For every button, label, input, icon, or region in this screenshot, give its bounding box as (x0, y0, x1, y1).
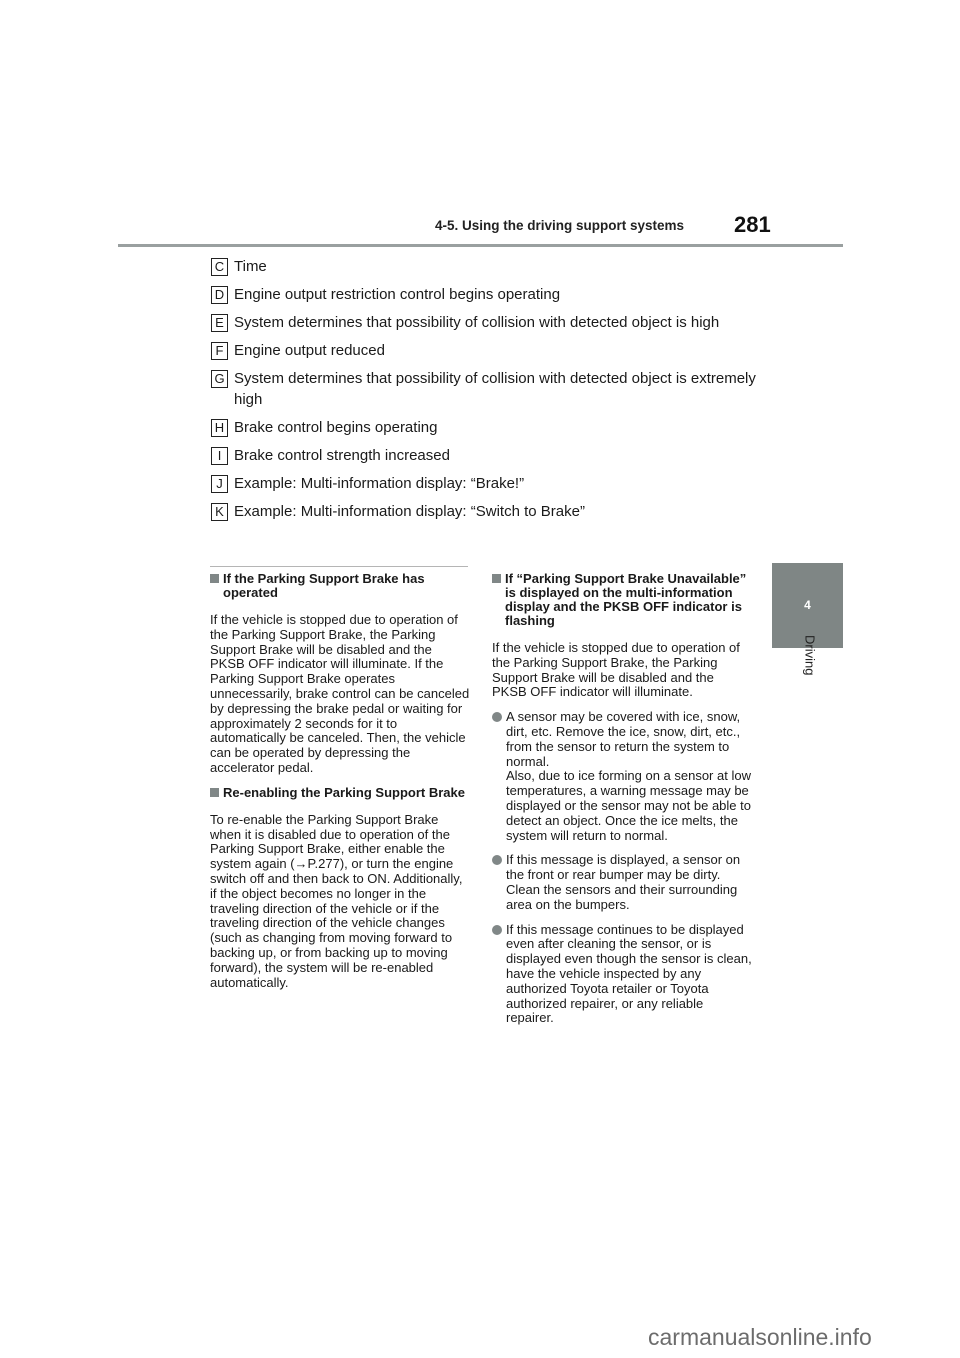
site-watermark[interactable]: carmanualsonline.info (648, 1324, 872, 1350)
legend-text: System determines that possibility of collision with detected object is high (234, 314, 720, 331)
legend-text: Engine output restriction control begins operating (234, 286, 561, 303)
bullet-text: If this message continues to be displayed even after cleaning the sensor, or is displayed even though the sensor is clean, have the vehicle inspected by any authorized Toyota retailer or Toyota authorized repairer, or any reliable repairer. (506, 921, 752, 1026)
paragraph: If the vehicle is stopped due to operation of the Parking Support Brake, the Parking Support Brake will be disabled and the PKSB OFF indicator will illuminate. (492, 640, 740, 700)
circle-bullet-icon (492, 855, 502, 865)
legend-item (211, 368, 771, 410)
column-divider (210, 566, 468, 567)
paragraph: To re-enable the Parking Support Brake when it is disabled due to operation of the Parking Support Brake, either enable the system again (→P.277), or turn the engine switch off and then back to ON. Additionally, if the object becomes no longer in the traveling direction of the vehicle or if the traveling direction of the vehicle changes (such as changing from moving forward to backing up, or from backing up to moving forward), the system will be re-enabled automatically. (210, 811, 463, 990)
legend-text: System determines that possibility of collision with detected object is extremely high (234, 370, 756, 408)
bullet-text: A sensor may be covered with ice, snow, dirt, etc. Remove the ice, snow, dirt, etc., from the sensor to return the system to normal. (506, 709, 741, 769)
bullet-extra-text: Also, due to ice forming on a sensor at low temperatures, a warning message may be displayed or the sensor may not be able to detect an object. Once the ice melts, the system will return to normal. (506, 768, 751, 843)
page-number: 281 (734, 212, 771, 237)
legend-text: Brake control begins operating (234, 419, 438, 436)
legend-letter-i: I (211, 447, 228, 465)
circle-bullet-icon (492, 712, 502, 722)
legend-letter-c: C (211, 258, 228, 276)
legend-text: Example: Multi-information display: “Switch to Brake” (234, 503, 585, 520)
legend-item (211, 312, 771, 333)
chapter-tab[interactable]: 4 (772, 563, 843, 648)
right-column (492, 572, 752, 1036)
legend-text: Time (234, 258, 267, 275)
bullet-item (492, 853, 752, 912)
square-bullet-icon (210, 788, 219, 797)
square-bullet-icon (210, 574, 219, 583)
legend-letter-h: H (211, 419, 228, 437)
legend-item (211, 340, 771, 361)
legend-letter-j: J (211, 475, 228, 493)
legend-item (211, 473, 771, 494)
figure-legend (211, 256, 771, 529)
subheading-text: If the Parking Support Brake has operated (223, 571, 425, 600)
legend-item (211, 445, 771, 466)
legend-text: Engine output reduced (234, 342, 385, 359)
subheading-text: If “Parking Support Brake Unavailable” is displayed on the multi-information display and the PKSB OFF indicator is flashing (505, 571, 747, 628)
bullet-item (492, 710, 752, 843)
legend-letter-f: F (211, 342, 228, 360)
bullet-text: If this message is displayed, a sensor on the front or rear bumper may be dirty. Clean the sensors and their surrounding area on the bumpers. (506, 852, 741, 912)
legend-item (211, 417, 771, 438)
legend-item (211, 256, 771, 277)
square-bullet-icon (492, 574, 501, 583)
circle-bullet-icon (492, 925, 502, 935)
left-column (210, 572, 470, 1000)
legend-text: Brake control strength increased (234, 447, 450, 464)
legend-item (211, 501, 771, 522)
subheading-text: Re-enabling the Parking Support Brake (223, 784, 465, 800)
legend-text: Example: Multi-information display: “Brake!” (234, 475, 525, 492)
legend-item (211, 284, 771, 305)
chapter-label: Driving (802, 635, 818, 676)
subheading (492, 572, 752, 628)
subheading (210, 572, 470, 600)
legend-letter-k: K (211, 503, 228, 521)
section-title: 4-5. Using the driving support systems (435, 218, 685, 233)
legend-letter-d: D (211, 286, 228, 304)
header-divider (118, 244, 843, 247)
bullet-item (492, 923, 752, 1027)
subheading (210, 786, 470, 800)
legend-letter-g: G (211, 370, 228, 388)
paragraph: If the vehicle is stopped due to operation of the Parking Support Brake, the Parking Support Brake will be disabled and the PKSB OFF indicator will illuminate. If the Parking Support Brake operates unnecessarily, brake control can be canceled by depressing the brake pedal or waiting for approximately 2 seconds for it to automatically be canceled. Then, the vehicle can be operated by depressing the accelerator pedal. (210, 612, 470, 775)
legend-letter-e: E (211, 314, 228, 332)
